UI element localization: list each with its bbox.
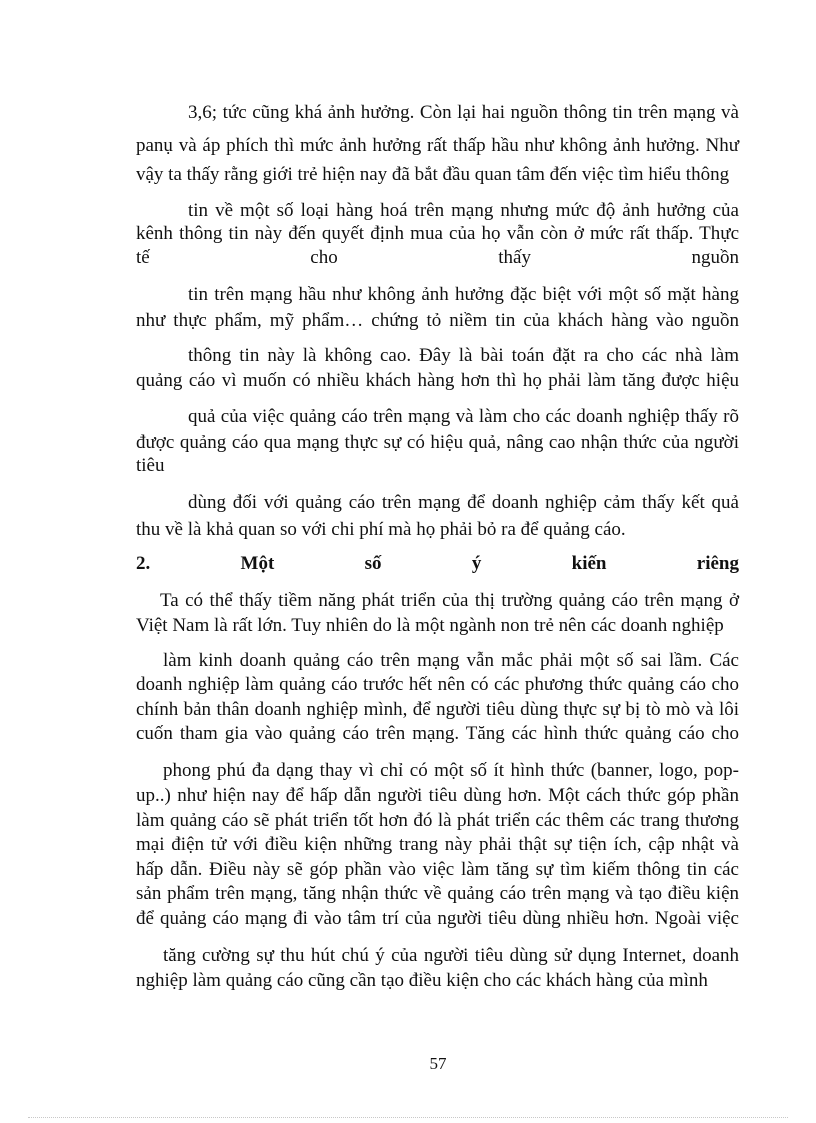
text-line: panụ và áp phích thì mức ảnh hưởng rất thấp hầu như không ảnh hưởng. Như bbox=[136, 135, 739, 156]
text-line: dùng đối với quảng cáo trên mạng để doanh nghiệp cảm thấy kết quả bbox=[188, 492, 739, 513]
section-heading: 2. Một số ý kiến riêng bbox=[136, 553, 739, 574]
footer-rule bbox=[28, 1117, 788, 1118]
text-line: mại điện tử với điều kiện những trang này phải thật sự tiện ích, cập nhật và bbox=[136, 834, 739, 855]
text-line: làm quảng cáo sẽ phát triển tốt hơn đó là phát triển các thêm các trang thương bbox=[136, 810, 739, 831]
text-line: up..) như hiện nay để hấp dẫn người tiêu dùng hơn. Một cách thức góp phần bbox=[136, 785, 739, 806]
text-line: kênh thông tin này đến quyết định mua của họ vẫn còn ở mức rất thấp. Thực bbox=[136, 223, 739, 244]
text-line: chính bản thân doanh nghiệp mình, để người tiêu dùng thực sự bị tò mò và lôi bbox=[136, 699, 739, 720]
text-line: tế cho thấy nguồn bbox=[136, 247, 739, 268]
text-line: tăng cường sự thu hút chú ý của người tiêu dùng sử dụng Internet, doanh bbox=[163, 945, 739, 966]
text-line: được quảng cáo qua mạng thực sự có hiệu quả, nâng cao nhận thức của người bbox=[136, 432, 739, 453]
text-line: Ta có thể thấy tiềm năng phát triển của thị trường quảng cáo trên mạng ở bbox=[160, 590, 739, 611]
text-line: để quảng cáo mạng đi vào tâm trí của người tiêu dùng nhiều hơn. Ngoài việc bbox=[136, 908, 739, 929]
text-line: thông tin này là không cao. Đây là bài toán đặt ra cho các nhà làm bbox=[188, 345, 739, 366]
text-line: cuốn tham gia vào quảng cáo trên mạng. Tăng các hình thức quảng cáo cho bbox=[136, 723, 739, 744]
text-line: tin về một số loại hàng hoá trên mạng nhưng mức độ ảnh hưởng của bbox=[188, 200, 739, 221]
text-line: phong phú đa dạng thay vì chỉ có một số ít hình thức (banner, logo, pop- bbox=[163, 760, 739, 781]
text-line: doanh nghiệp làm quảng cáo trước hết nên có các phương thức quảng cáo cho bbox=[136, 674, 739, 695]
text-line: sản phẩm trên mạng, tăng nhận thức về quảng cáo trên mạng và tạo điều kiện bbox=[136, 883, 739, 904]
text-line: thu về là khả quan so với chi phí mà họ phải bỏ ra để quảng cáo. bbox=[136, 519, 626, 540]
text-line: hấp dẫn. Điều này sẽ góp phần vào việc làm tăng sự tìm kiếm thông tin các bbox=[136, 859, 739, 880]
text-line: nghiệp làm quảng cáo cũng cần tạo điều kiện cho các khách hàng của mình bbox=[136, 970, 708, 991]
text-line: Việt Nam là rất lớn. Tuy nhiên do là một ngành non trẻ nên các doanh nghiệp bbox=[136, 615, 724, 636]
text-line: quảng cáo vì muốn có nhiều khách hàng hơn thì họ phải làm tăng được hiệu bbox=[136, 370, 739, 391]
text-line: quả của việc quảng cáo trên mạng và làm cho các doanh nghiệp thấy rõ bbox=[188, 406, 739, 427]
text-line: tiêu bbox=[136, 455, 165, 476]
page-number: 57 bbox=[429, 1054, 447, 1073]
text-line: như thực phẩm, mỹ phẩm… chứng tỏ niềm tin của khách hàng vào nguồn bbox=[136, 310, 739, 331]
text-line: vậy ta thấy rằng giới trẻ hiện nay đã bắt đầu quan tâm đến việc tìm hiểu thông bbox=[136, 164, 730, 185]
text-line: làm kinh doanh quảng cáo trên mạng vẫn mắc phải một số sai lầm. Các bbox=[163, 650, 739, 671]
text-line: tin trên mạng hầu như không ảnh hưởng đặc biệt với một số mặt hàng bbox=[188, 284, 739, 305]
text-line: 3,6; tức cũng khá ảnh hưởng. Còn lại hai nguồn thông tin trên mạng và bbox=[188, 102, 739, 123]
